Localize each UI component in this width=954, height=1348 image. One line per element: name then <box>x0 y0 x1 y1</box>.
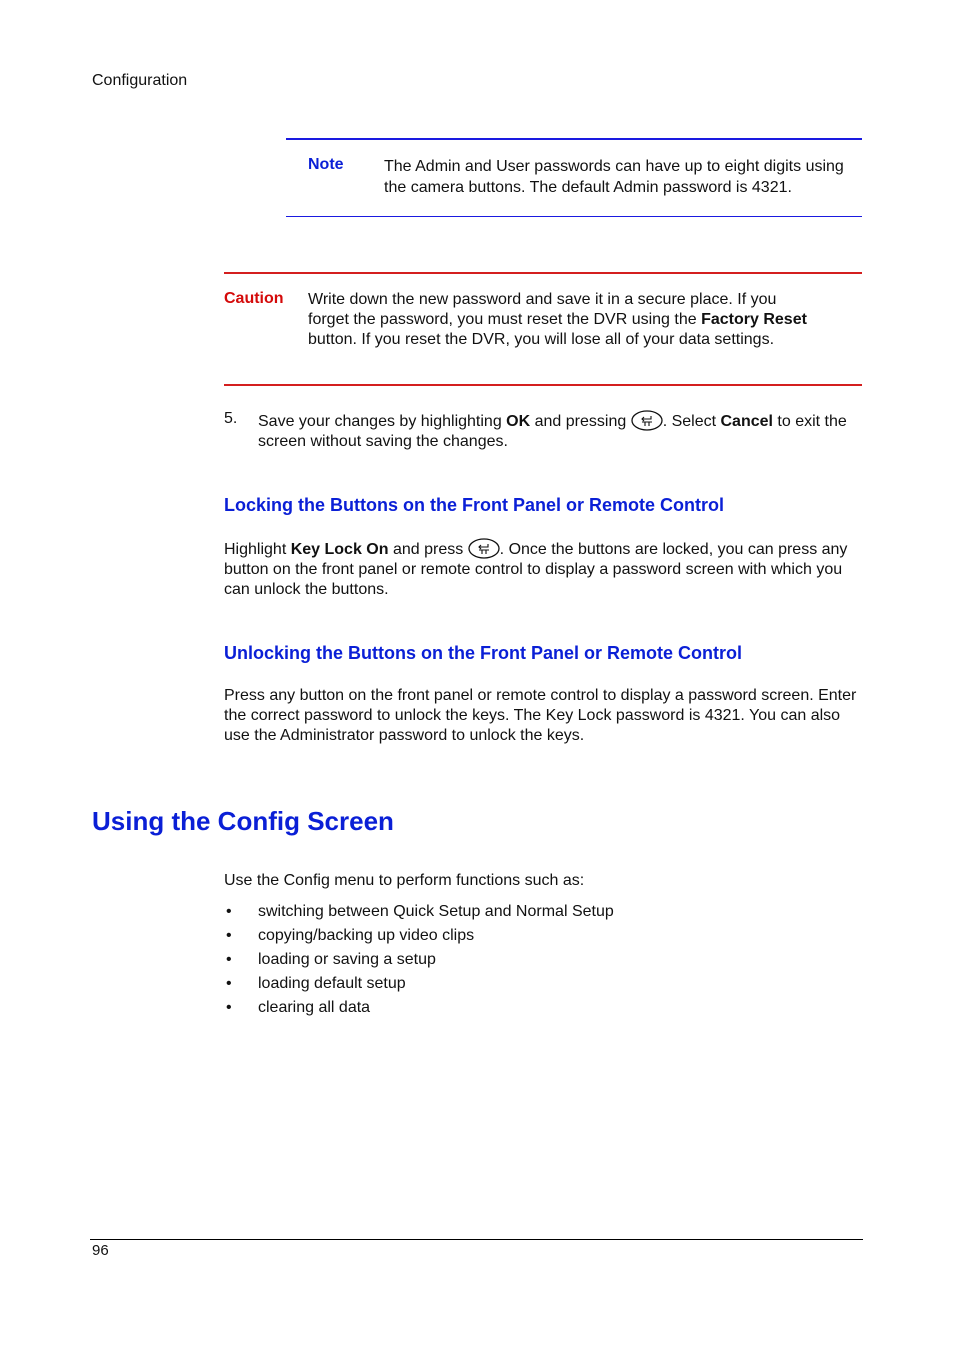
bullet: • <box>226 951 232 968</box>
step-text-part: . Select <box>662 413 721 430</box>
list-item-text: switching between Quick Setup and Normal Setup <box>258 903 614 920</box>
list-item-text: copying/backing up video clips <box>258 927 475 944</box>
step-text-part: Save your changes by highlighting <box>258 413 507 430</box>
enter-button-icon <box>631 410 663 431</box>
lock-text-part: and press <box>388 541 468 558</box>
page-number: 96 <box>92 1242 109 1259</box>
lock-text-part: Highlight <box>224 541 291 558</box>
running-header: Configuration <box>92 72 188 89</box>
caution-text-part: button. If you reset the DVR, you will lose all of your data settings. <box>308 331 775 348</box>
bullet: • <box>226 927 232 944</box>
key-lock-on-term: Key Lock On <box>290 541 389 558</box>
bullet: • <box>226 999 232 1016</box>
caution-label: Caution <box>224 290 284 307</box>
enter-button-icon <box>468 538 500 559</box>
caution-text <box>308 290 808 350</box>
factory-reset-term: Factory Reset <box>701 311 807 328</box>
cancel-term: Cancel <box>720 413 773 430</box>
config-intro: Use the Config menu to perform functions such as: <box>224 872 585 889</box>
caution-text-part: Write down the new password and save it in a secure place. If you forget the password, you must reset the DVR using the <box>308 291 777 328</box>
unlock-paragraph: Press any button on the front panel or remote control to display a password screen. Enter the correct password to unlock the keys. The Key Lock password is 4321. You can also use the Administrator password to unlock the keys. <box>224 687 857 744</box>
lock-heading: Locking the Buttons on the Front Panel or Remote Control <box>224 495 724 515</box>
caution-box <box>224 272 862 386</box>
step-text-part: to exit the screen without saving the changes. <box>258 413 847 450</box>
note-label: Note <box>308 156 344 173</box>
list-item-text: loading or saving a setup <box>258 951 436 968</box>
ok-term: OK <box>506 413 531 430</box>
config-screen-heading: Using the Config Screen <box>92 806 394 836</box>
bullet: • <box>226 975 232 992</box>
step-text <box>258 410 864 452</box>
list-item-text: clearing all data <box>258 999 371 1016</box>
step-text-part: and pressing <box>530 413 631 430</box>
lock-text-part: . Once the buttons are locked, you can press any button on the front panel or remote control to display a password screen with which you can unlock the buttons. <box>224 541 848 598</box>
list-item-text: loading default setup <box>258 975 406 992</box>
lock-paragraph <box>224 538 864 600</box>
step-number: 5. <box>224 410 238 427</box>
bullet: • <box>226 903 232 920</box>
footer-rule <box>90 1239 863 1240</box>
note-text: The Admin and User passwords can have up to eight digits using the camera buttons. The default Admin password is 4321. <box>384 158 844 196</box>
unlock-heading: Unlocking the Buttons on the Front Panel or Remote Control <box>224 643 742 663</box>
note-box <box>286 138 862 217</box>
